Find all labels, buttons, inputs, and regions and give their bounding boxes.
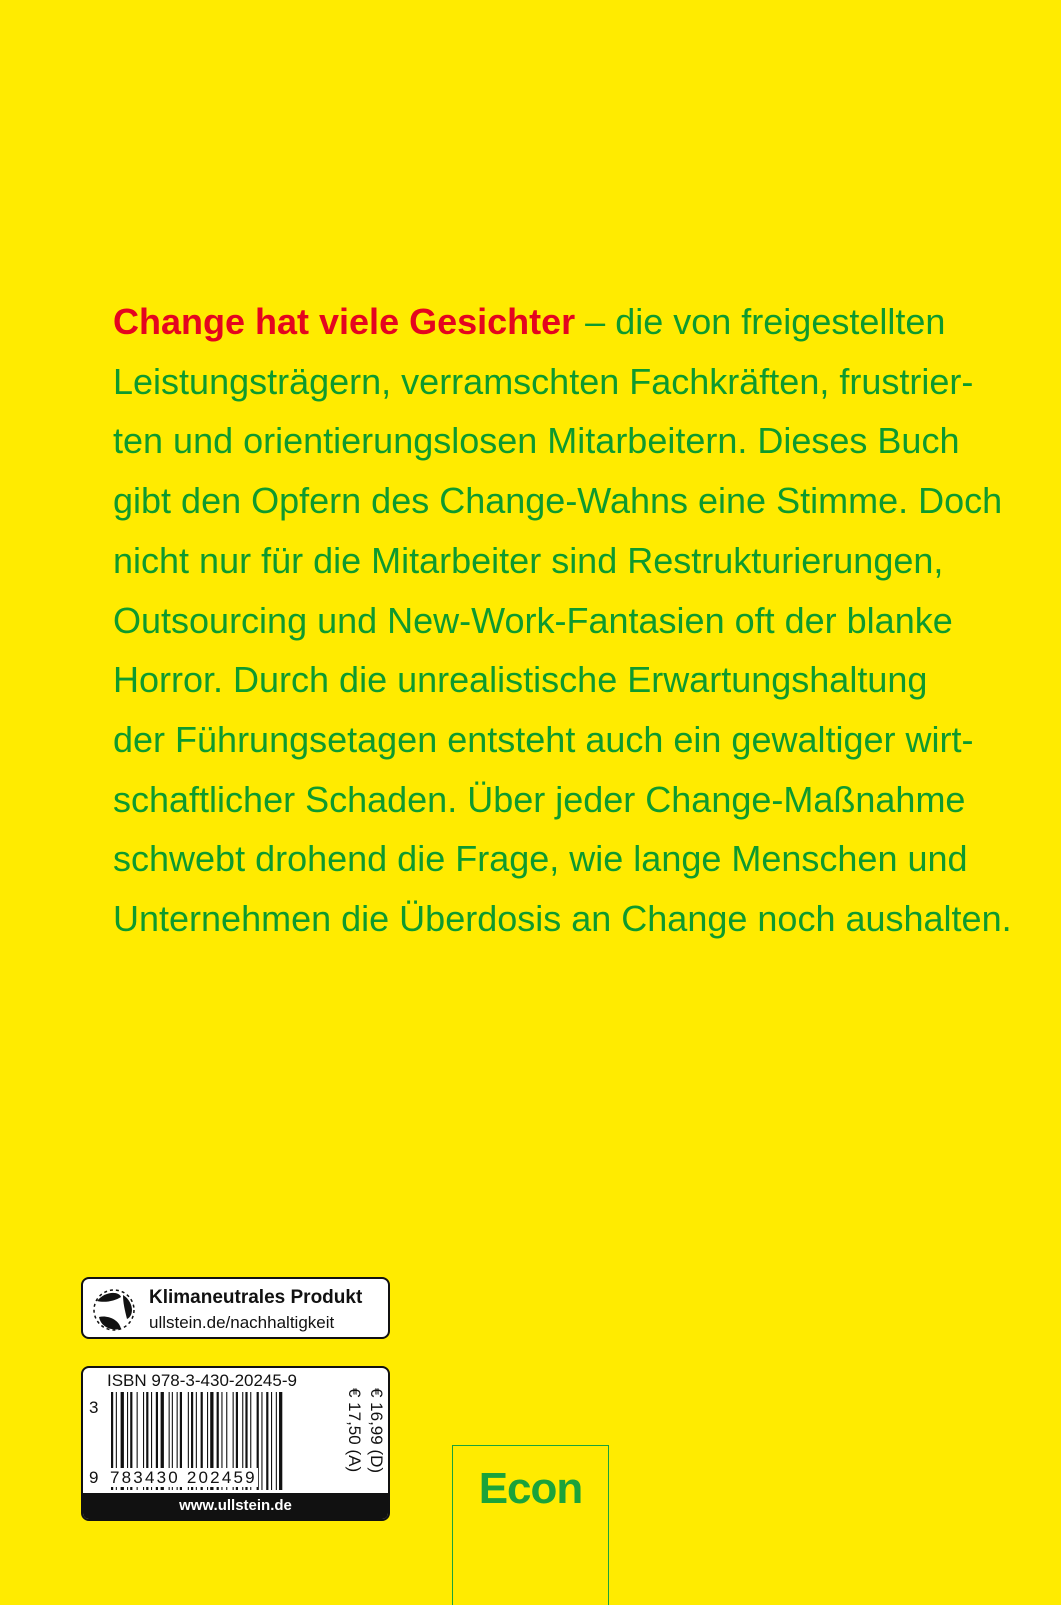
blurb-line-8: der Führungsetagen entsteht auch ein gewaltiger wirt- (113, 718, 974, 760)
back-cover-blurb (113, 292, 1012, 949)
publisher-url: www.ullstein.de (83, 1493, 388, 1519)
blurb-line-2: Leistungsträgern, verramschten Fachkräften, frustrier- (113, 360, 974, 402)
blurb-line-3: ten und orientierungslosen Mitarbeitern. Dieses Buch (113, 420, 960, 462)
publisher-logo-text: Econ (478, 1464, 583, 1513)
climate-neutral-badge (81, 1277, 390, 1339)
barcode-digit-bottom: 9 (89, 1468, 99, 1487)
blurb-lead: Change hat viele Gesichter (113, 301, 576, 342)
barcode-digits: 783430 202459 (110, 1468, 257, 1487)
price-block (337, 1388, 387, 1498)
isbn-text: ISBN 978-3-430-20245-9 (107, 1371, 297, 1390)
blurb-line-11: Unternehmen die Überdosis an Change noch aushalten. (113, 898, 1012, 940)
blurb-line-4: gibt den Opfern des Change-Wahns eine Stimme. Doch (113, 480, 1003, 522)
isbn-barcode-box (81, 1366, 390, 1521)
price-germany: € 16,99 (D) (367, 1388, 386, 1474)
blurb-line-6: Outsourcing und New-Work-Fantasien oft der blanke (113, 599, 953, 641)
barcode-digit-top: 3 (89, 1398, 99, 1417)
blurb-line-7: Horror. Durch die unrealistische Erwartungshaltung (113, 659, 928, 701)
blurb-line-10: schwebt drohend die Frage, wie lange Menschen und (113, 838, 968, 880)
climate-title: Klimaneutrales Produkt (149, 1287, 363, 1308)
leaf-globe-icon (91, 1287, 137, 1333)
climate-url: ullstein.de/nachhaltigkeit (149, 1313, 335, 1332)
blurb-line-1: Change hat viele Gesichter – die von freigestellten (113, 301, 946, 342)
blurb-line-5: nicht nur für die Mitarbeiter sind Restrukturierungen, (113, 539, 944, 581)
publisher-logo (452, 1445, 609, 1605)
price-austria: € 17,50 (A) (345, 1388, 364, 1473)
blurb-line-9: schaftlicher Schaden. Über jeder Change-Maßnahme (113, 778, 966, 820)
